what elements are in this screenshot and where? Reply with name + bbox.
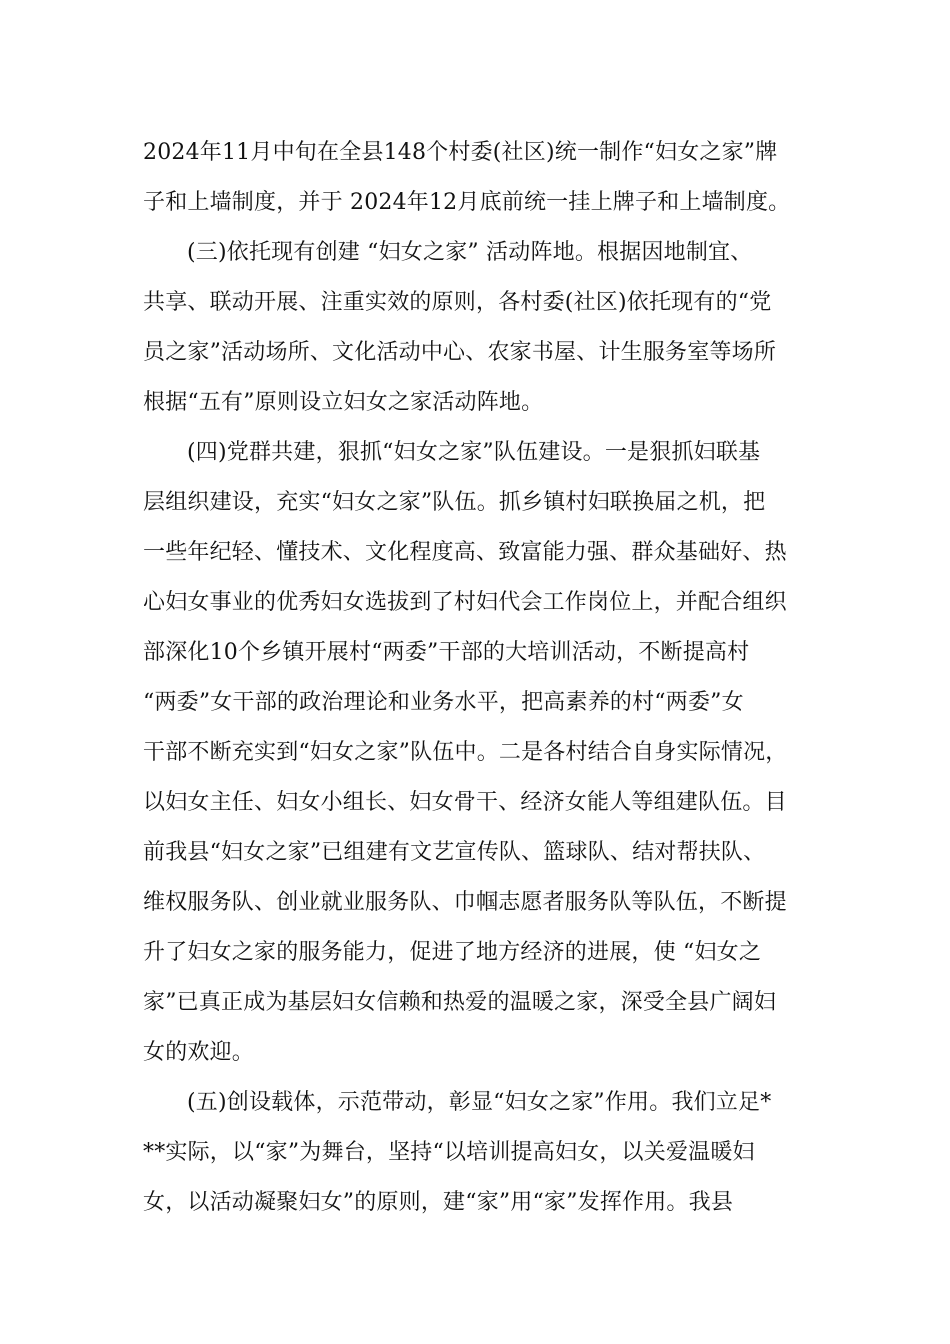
text-line: 根据“五有”原则设立妇女之家活动阵地。 (143, 390, 544, 415)
text-line: “两委”女干部的政治理论和业务水平，把高素养的村“两委”女 (143, 690, 744, 715)
text-line: 女，以活动凝聚妇女”的原则，建“家”用“家”发挥作用。我县 (143, 1190, 734, 1215)
text-line: 心妇女事业的优秀妇女选拔到了村妇代会工作岗位上，并配合组织 (143, 590, 787, 615)
paragraph-heading-4: (四)党群共建，狠抓“妇女之家”队伍建设。一是狠抓妇联基 (187, 440, 761, 465)
text-line: 家”已真正成为基层妇女信赖和热爱的温暖之家，深受全县广阔妇 (143, 990, 777, 1015)
text-line: 一些年纪轻、懂技术、文化程度高、致富能力强、群众基础好、热 (143, 540, 787, 565)
text-line: 部深化10个乡镇开展村“两委”干部的大培训活动，不断提高村 (143, 640, 750, 665)
text-line: 共享、联动开展、注重实效的原则，各村委(社区)依托现有的“党 (143, 290, 772, 315)
paragraph-heading-5: (五)创设载体，示范带动，彰显“妇女之家”作用。我们立足* (187, 1090, 772, 1115)
text-line: 升了妇女之家的服务能力，促进了地方经济的进展，使 “妇女之 (143, 940, 762, 965)
text-line: 员之家”活动场所、文化活动中心、农家书屋、计生服务室等场所 (143, 340, 777, 365)
text-line: 层组织建设，充实“妇女之家”队伍。抓乡镇村妇联换届之机，把 (143, 490, 766, 515)
paragraph-heading-3: (三)依托现有创建 “妇女之家” 活动阵地。根据因地制宜、 (187, 240, 753, 265)
text-line: 2024年11月中旬在全县148个村委(社区)统一制作“妇女之家”牌 (143, 140, 778, 165)
text-line: 子和上墙制度，并于 2024年12月底前统一挂上牌子和上墙制度。 (143, 190, 791, 215)
text-line: 干部不断充实到“妇女之家”队伍中。二是各村结合自身实际情况， (143, 740, 788, 765)
text-line: 前我县“妇女之家”已组建有文艺宣传队、篮球队、结对帮扶队、 (143, 840, 766, 865)
text-line: 女的欢迎。 (143, 1040, 255, 1065)
text-line: 维权服务队、创业就业服务队、巾帼志愿者服务队等队伍，不断提 (143, 890, 787, 915)
text-line: 以妇女主任、妇女小组长、妇女骨干、经济女能人等组建队伍。目 (143, 790, 787, 815)
text-line: **实际，以“家”为舞台，坚持“以培训提高妇女，以关爱温暖妇 (143, 1140, 755, 1165)
